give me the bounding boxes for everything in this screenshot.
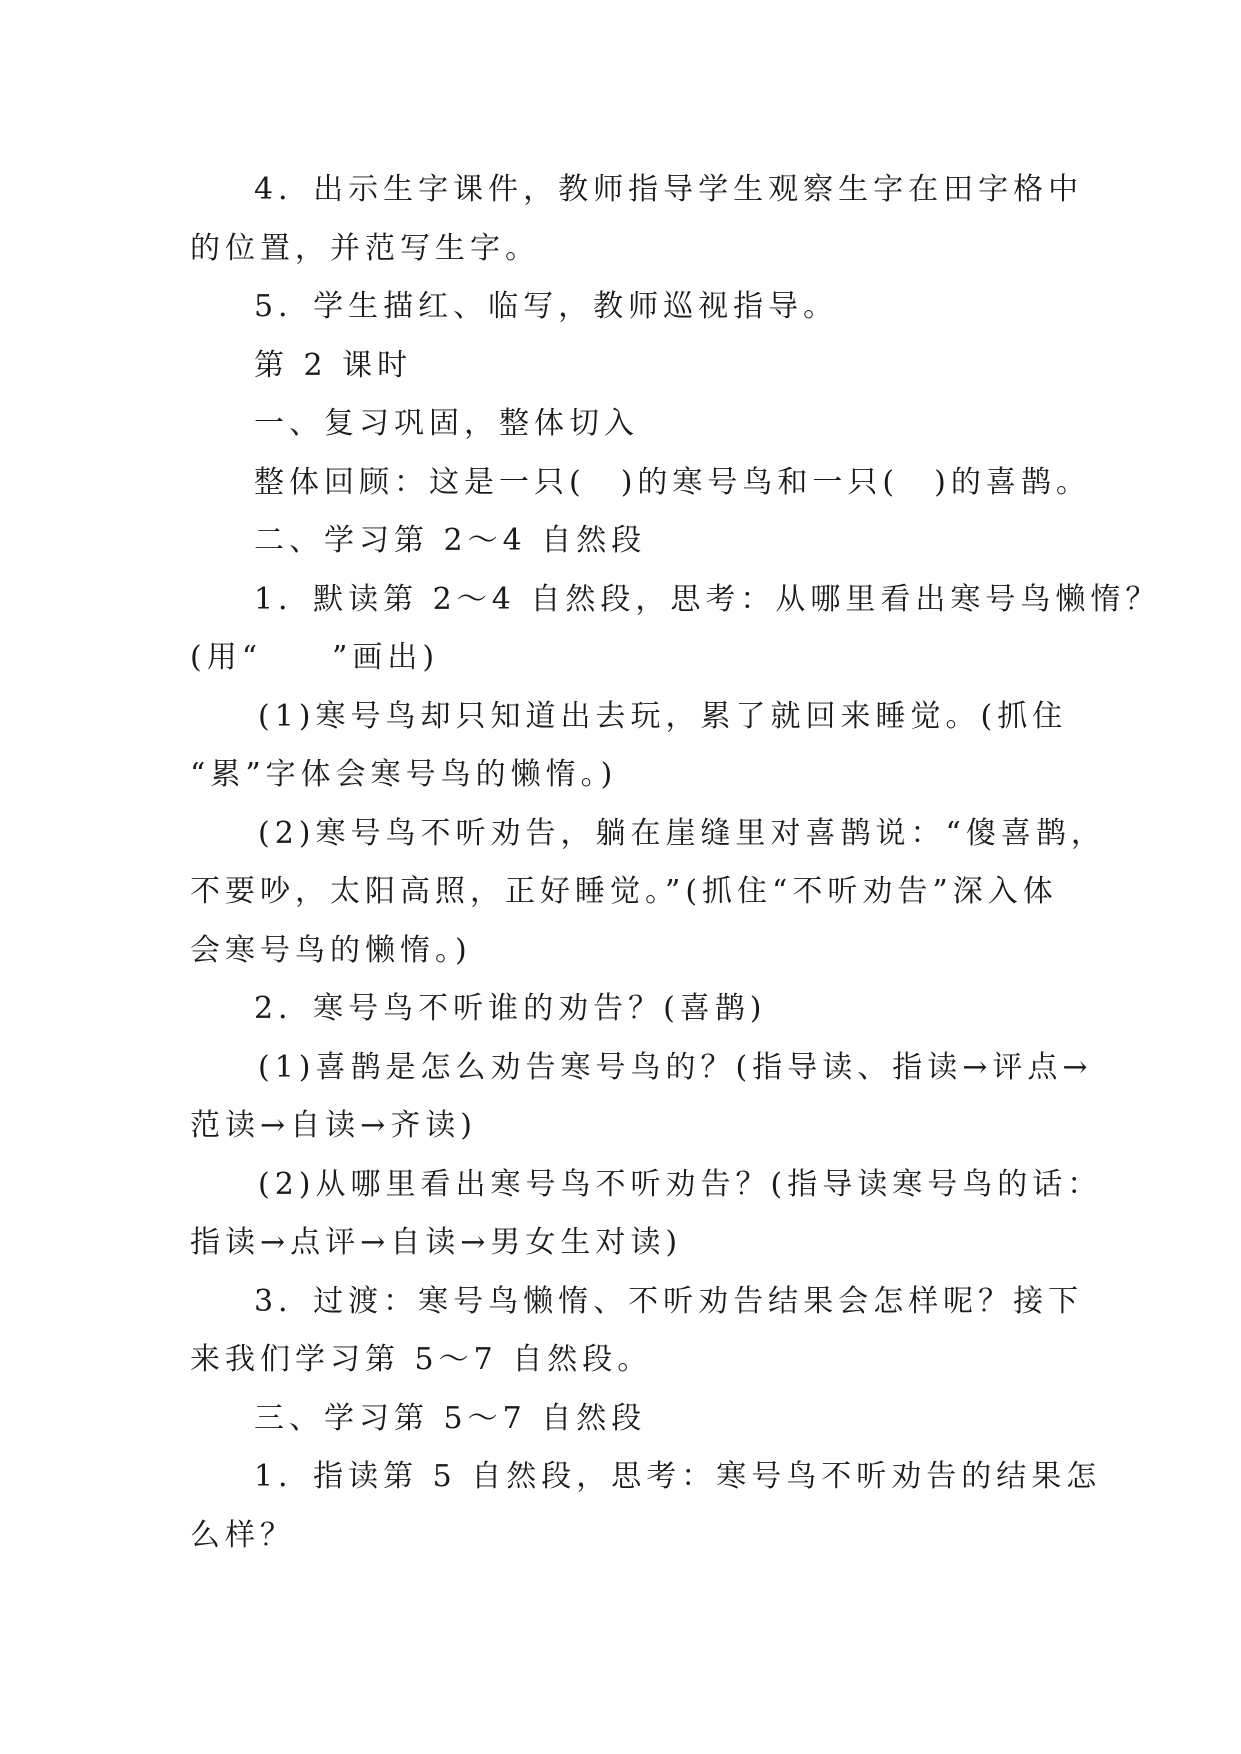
paragraph-line: 指读→点评→自读→男女生对读) bbox=[190, 1225, 683, 1260]
paragraph-line: 4．出示生字课件，教师指导学生观察生字在田字格中 bbox=[254, 172, 1084, 207]
paragraph-line: 3．过渡：寒号鸟懒惰、不听劝告结果会怎样呢？接下 bbox=[254, 1283, 1084, 1319]
paragraph-line: “累”字体会寒号鸟的懒惰。) bbox=[190, 757, 618, 792]
paragraph-line: (2)从哪里看出寒号鸟不听劝告？(指导读寒号鸟的话： bbox=[258, 1166, 1103, 1202]
section-heading: 第 2 课时 bbox=[254, 347, 413, 383]
paragraph-line: 范读→自读→齐读) bbox=[190, 1108, 477, 1143]
paragraph-line: 整体回顾：这是一只( )的寒号鸟和一只( )的喜鹊。 bbox=[254, 464, 1091, 500]
section-heading: 三、学习第 5～7 自然段 bbox=[254, 1400, 647, 1436]
paragraph-line: 会寒号鸟的懒惰。) bbox=[190, 932, 472, 968]
paragraph-line: 来我们学习第 5～7 自然段。 bbox=[190, 1342, 653, 1377]
paragraph-line: (2)寒号鸟不听劝告，躺在崖缝里对喜鹊说：“傻喜鹊， bbox=[258, 815, 1106, 851]
section-heading: 一、复习巩固，整体切入 bbox=[254, 406, 639, 441]
paragraph-line: 1．指读第 5 自然段，思考：寒号鸟不听劝告的结果怎 bbox=[254, 1459, 1102, 1494]
paragraph-line: 2．寒号鸟不听谁的劝告？(喜鹊) bbox=[254, 991, 767, 1026]
paragraph-line: 不要吵，太阳高照，正好睡觉。”(抓住“不听劝告”深入体 bbox=[190, 874, 1058, 909]
paragraph-line: (1)喜鹊是怎么劝告寒号鸟的？(指导读、指读→评点→ bbox=[258, 1049, 1093, 1085]
section-heading: 二、学习第 2～4 自然段 bbox=[254, 523, 647, 558]
paragraph-line: 5．学生描红、临写，教师巡视指导。 bbox=[254, 289, 839, 324]
paragraph-line: 1．默读第 2～4 自然段，思考：从哪里看出寒号鸟懒惰？ bbox=[254, 581, 1161, 617]
paragraph-line: (1)寒号鸟却只知道出去玩，累了就回来睡觉。(抓住 bbox=[258, 698, 1068, 734]
paragraph-line: (用“ ”画出) bbox=[190, 640, 440, 675]
document-body bbox=[190, 161, 1161, 1565]
paragraph-line: 么样？ bbox=[190, 1517, 295, 1553]
paragraph-line: 的位置，并范写生字。 bbox=[190, 230, 540, 266]
